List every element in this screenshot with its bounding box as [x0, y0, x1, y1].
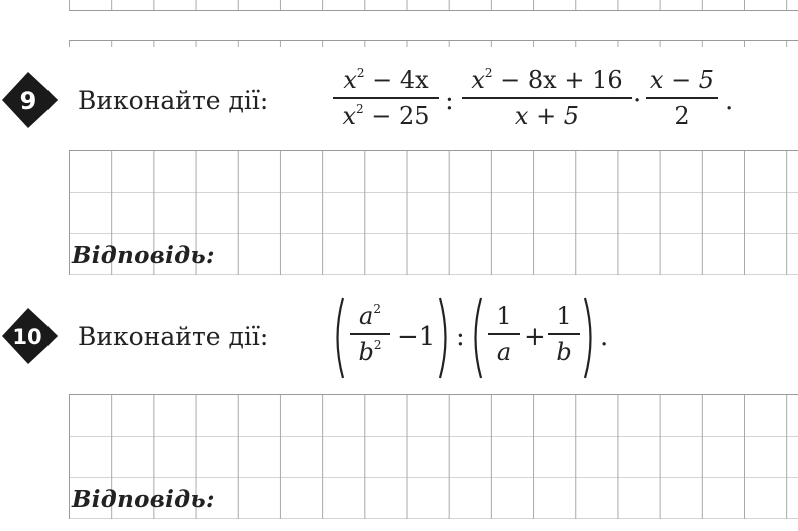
task-10-minus-one: −1: [397, 322, 436, 352]
task-10-right-paren-1: [437, 295, 453, 381]
task-9-fraction-1: $x^2 - 4x$ $x^2 - 25$: [333, 66, 439, 130]
task-10-fraction-3: 1 b: [548, 302, 580, 366]
task-10-right-paren-2: [582, 295, 598, 381]
task-9-fraction-2: $x^2 - 8x + 16$ x + 5: [462, 66, 632, 130]
task-10-instruction: Виконайте дії:: [78, 322, 269, 351]
task-9-badge-icon: [0, 70, 60, 130]
previous-answer-grid-bottom: [69, 0, 798, 11]
task-9-colon: :: [445, 86, 454, 116]
task-9-period: .: [725, 86, 734, 116]
task-10-number: 10: [12, 325, 42, 349]
task-10-badge-icon: [0, 306, 60, 366]
task-9-instruction: Виконайте дії:: [78, 86, 269, 115]
task-10-left-paren-1: [330, 295, 346, 381]
task-9-fraction-3: x − 5 2: [646, 66, 718, 130]
task-10-answer-label: Відповідь:: [72, 486, 215, 513]
task-10-fraction-2: 1 a: [488, 302, 520, 366]
task-10-period: .: [600, 322, 609, 352]
task-10-left-paren-2: [468, 295, 484, 381]
task-10-fraction-1: $a^2$ $b^2$: [350, 302, 390, 366]
task-9-number: 9: [19, 87, 37, 115]
task-10-plus: +: [524, 322, 546, 352]
task-9-answer-label: Відповідь:: [72, 242, 215, 269]
task-9-multiply-dot: ·: [633, 86, 642, 116]
task-10-colon: :: [456, 322, 465, 352]
ruler-line: [69, 40, 798, 49]
